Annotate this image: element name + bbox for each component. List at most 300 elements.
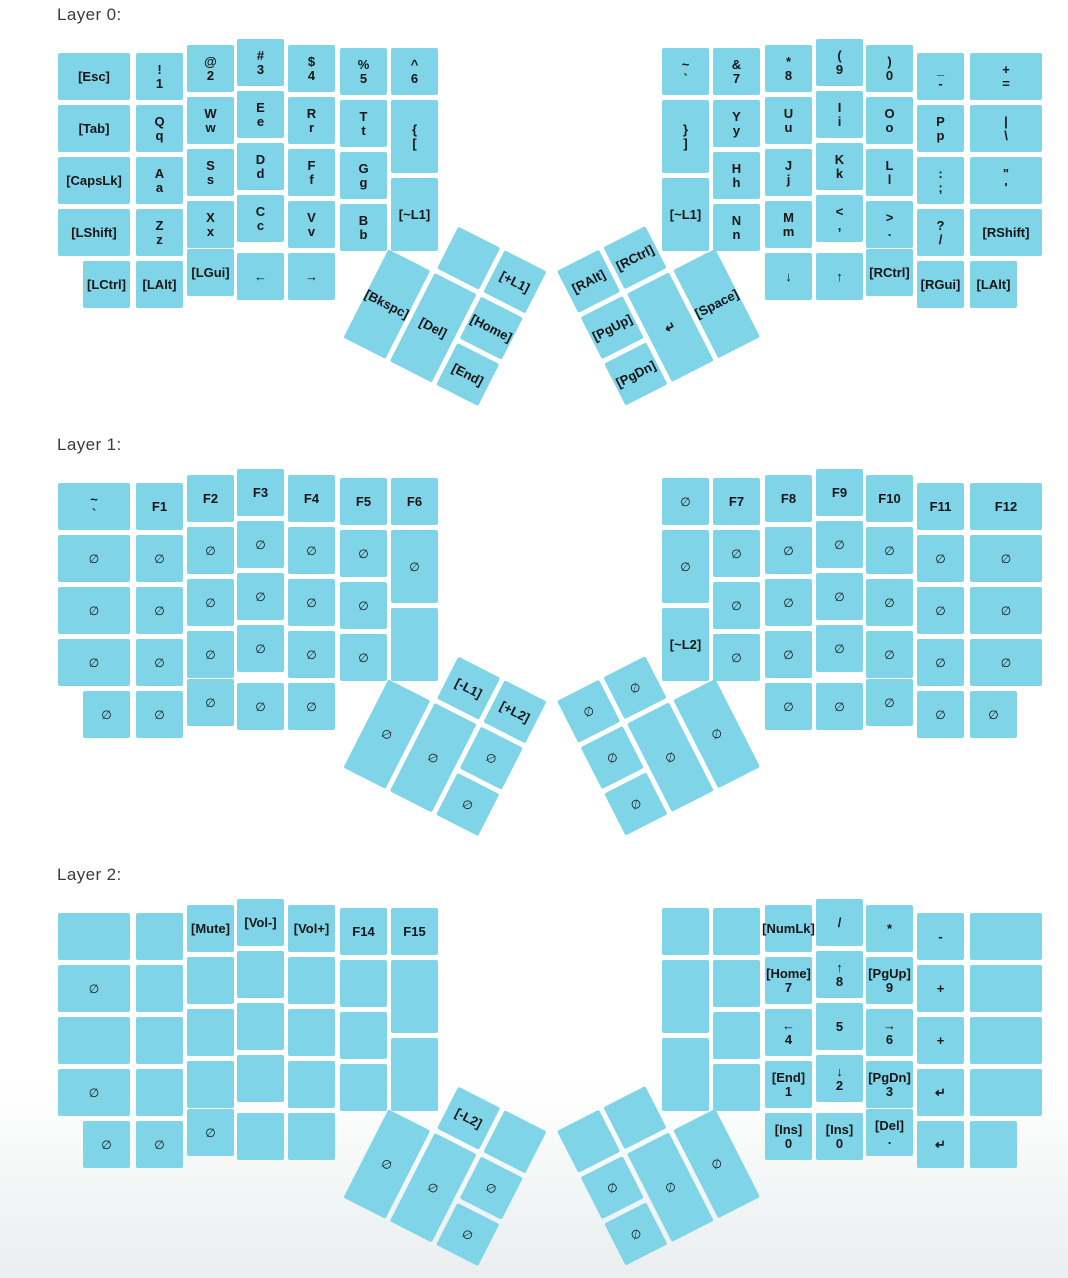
key-label: 4 [784,1031,793,1047]
key[interactable] [288,1061,335,1108]
key-label: d [256,165,265,181]
key[interactable] [136,639,183,686]
key[interactable] [340,100,387,147]
key-label: A [154,165,165,181]
key[interactable] [187,679,234,726]
key-label: ∅ [627,679,643,697]
key-label: O [884,105,895,121]
key-label: / [938,231,943,247]
key[interactable] [288,683,335,730]
key-label: [Home] [468,310,515,345]
key[interactable] [816,1055,863,1102]
key-label: 6 [885,1031,894,1047]
key[interactable] [970,1121,1017,1168]
key-label: ∅ [459,1225,476,1244]
key-label: # [256,47,265,63]
key-label: _ [936,61,945,77]
key[interactable] [816,1003,863,1050]
key-label: P [936,113,945,129]
key[interactable] [288,631,335,678]
key[interactable] [970,691,1017,738]
key[interactable] [866,1009,913,1056]
key[interactable] [662,530,709,603]
key[interactable] [58,535,130,582]
key[interactable] [136,535,183,582]
key-label: ∅ [154,551,165,566]
key-label: ∅ [662,1178,679,1196]
layer-title: Layer 1: [57,435,122,454]
key[interactable] [136,157,183,204]
key-label: - [938,75,943,91]
key-label: ∅ [834,641,845,656]
key[interactable] [58,639,130,686]
key-label: ; [938,179,943,195]
key-label: ∅ [409,559,420,574]
key[interactable] [662,960,709,1033]
key-label: F6 [406,493,423,509]
key[interactable] [765,683,812,730]
key[interactable] [136,53,183,100]
key-label: , [837,217,842,233]
key[interactable] [288,201,335,248]
key[interactable] [58,587,130,634]
key-label: n [732,226,741,242]
key[interactable] [816,899,863,946]
key[interactable] [237,899,284,946]
key[interactable] [136,261,183,308]
key[interactable] [713,478,760,525]
key[interactable] [340,1012,387,1059]
key[interactable] [340,1064,387,1111]
key-label: [~L2] [669,636,702,652]
key[interactable] [136,965,183,1012]
key[interactable] [762,905,815,952]
key-label: e [256,113,265,129]
key[interactable] [970,261,1017,308]
key[interactable] [866,631,913,678]
key-label: ∅ [306,699,317,714]
key-label: ∅ [834,537,845,552]
key[interactable] [866,97,913,144]
key[interactable] [866,957,913,1004]
key[interactable] [136,1069,183,1116]
key[interactable] [83,261,130,308]
key[interactable] [391,960,438,1033]
key[interactable] [136,1121,183,1168]
key[interactable] [187,905,234,952]
key-label: C [255,203,266,219]
key-label: ∅ [627,795,644,813]
key-label: c [256,217,265,233]
key-label: 1 [155,75,164,91]
key[interactable] [237,469,284,516]
key[interactable] [816,39,863,86]
key-label: [Del] [417,314,450,341]
key[interactable] [391,908,438,955]
key-label: ∅ [154,707,165,722]
key-label: + [936,980,945,996]
key[interactable] [340,634,387,681]
key[interactable] [136,483,183,530]
key[interactable] [58,1069,130,1116]
key-label: u [784,119,793,135]
key[interactable] [58,965,130,1012]
key[interactable] [187,579,234,626]
key[interactable] [237,625,284,672]
key[interactable] [866,905,913,952]
key[interactable] [765,475,812,522]
key[interactable] [917,1017,964,1064]
key[interactable] [288,1113,335,1160]
key[interactable] [917,913,964,960]
key[interactable] [136,1017,183,1064]
key[interactable] [58,483,130,530]
key[interactable] [83,1121,130,1168]
key[interactable] [662,908,709,955]
layer-0-section [0,0,1068,430]
key-label: ∅ [379,1155,395,1173]
key-label: ↵ [935,1136,946,1152]
key[interactable] [970,105,1042,152]
key[interactable] [866,201,913,248]
key[interactable] [970,587,1042,634]
key-label: ∅ [483,1179,500,1197]
key[interactable] [340,478,387,525]
key[interactable] [765,1113,812,1160]
key[interactable] [713,582,760,629]
key-label: ∅ [935,551,946,566]
key[interactable] [136,691,183,738]
key[interactable] [187,97,234,144]
key[interactable] [237,39,284,86]
key[interactable] [187,527,234,574]
key-label: → [305,268,318,284]
key[interactable] [713,530,760,577]
key[interactable] [866,45,913,92]
key-label: F [307,157,316,173]
key[interactable] [917,157,964,204]
key[interactable] [713,960,760,1007]
key-label: m [782,223,795,239]
key[interactable] [288,475,335,522]
key[interactable] [866,1061,913,1108]
key-label: ∅ [731,598,742,613]
layer-1-section [0,430,1068,860]
key[interactable] [58,53,130,100]
key[interactable] [866,475,913,522]
key-label: ∅ [580,702,597,720]
key[interactable] [816,91,863,138]
key[interactable] [713,1012,760,1059]
key[interactable] [237,521,284,568]
key-label: + [1002,61,1010,77]
key-label: 1 [784,1083,793,1099]
key-label: F15 [403,923,426,939]
key-label: 2 [835,1077,844,1093]
key-label: ' [1004,179,1008,195]
key-label: ↵ [661,317,679,336]
key-label: ∅ [1000,655,1012,670]
key[interactable] [187,249,234,296]
key[interactable] [288,253,335,300]
key[interactable] [765,1009,812,1056]
key-label: ∅ [662,748,679,766]
key[interactable] [391,100,438,173]
key[interactable] [816,469,863,516]
key[interactable] [237,1113,284,1160]
key[interactable] [187,201,234,248]
key[interactable] [765,201,812,248]
key-label: B [358,212,369,228]
key[interactable] [187,1109,234,1156]
key-label: \ [1004,127,1008,143]
key[interactable] [237,253,284,300]
key-label: ∅ [935,603,946,618]
key[interactable] [340,960,387,1007]
key[interactable] [917,483,964,530]
key-label: ∅ [101,1137,112,1152]
key-label: ↑ [836,268,843,284]
key[interactable] [917,1121,964,1168]
key-label: ∅ [154,655,165,670]
key[interactable] [970,965,1042,1012]
key[interactable] [187,1061,234,1108]
key-label: [End] [771,1069,806,1085]
key[interactable] [58,913,130,960]
key[interactable] [713,100,760,147]
key[interactable] [340,582,387,629]
key[interactable] [970,639,1042,686]
key-label: 3 [256,61,265,77]
key[interactable] [237,951,284,998]
key-label: z [156,231,163,247]
key[interactable] [713,634,760,681]
key[interactable] [866,1109,913,1156]
key[interactable] [340,204,387,251]
layer-title: Layer 0: [57,5,122,24]
key[interactable] [917,691,964,738]
key[interactable] [713,152,760,199]
key[interactable] [713,1064,760,1111]
key[interactable] [816,253,863,300]
key[interactable] [765,957,812,1004]
key-label: w [205,119,216,135]
key[interactable] [136,105,183,152]
key[interactable] [713,204,760,251]
key-label: [CapsLk] [66,172,122,188]
key[interactable] [917,965,964,1012]
key[interactable] [83,691,130,738]
key[interactable] [340,152,387,199]
key-label: L [885,157,894,173]
key-label: ~ [681,56,690,72]
key-label: ` [91,505,97,521]
key[interactable] [816,143,863,190]
key-label: T [359,108,368,124]
key[interactable] [970,483,1042,530]
key[interactable] [970,1017,1042,1064]
layer-2-section [0,860,1068,1278]
key[interactable] [136,209,183,256]
key[interactable] [816,521,863,568]
key-label: | [1004,113,1008,129]
key[interactable] [662,100,709,173]
key[interactable] [58,157,130,204]
key-label: ∅ [255,537,266,552]
key[interactable] [288,527,335,574]
key-label: ∅ [731,650,742,665]
key[interactable] [816,625,863,672]
key-label: s [206,171,215,187]
key-label: ∅ [483,749,500,767]
key[interactable] [970,209,1042,256]
key[interactable] [391,48,438,95]
key[interactable] [970,535,1042,582]
key[interactable] [288,45,335,92]
key[interactable] [288,149,335,196]
key[interactable] [816,195,863,242]
key[interactable] [765,631,812,678]
key-label: [Home] [766,965,811,981]
key-label: ∅ [101,707,112,722]
key[interactable] [816,683,863,730]
key[interactable] [917,639,964,686]
key[interactable] [970,1069,1042,1116]
key-label: ∅ [783,595,794,610]
key[interactable] [187,957,234,1004]
key-label: M [783,209,794,225]
key-label: [NumLk] [762,920,815,936]
key[interactable] [917,105,964,152]
key[interactable] [917,535,964,582]
key[interactable] [662,478,709,525]
key[interactable] [662,48,709,95]
key-label: ← [782,1017,795,1033]
key[interactable] [237,143,284,190]
key[interactable] [340,530,387,577]
key-label: F11 [929,498,952,514]
key-label: 4 [307,67,316,83]
key[interactable] [288,1009,335,1056]
key[interactable] [765,45,812,92]
key-label: = [1002,75,1010,91]
layer-title: Layer 2: [57,865,122,884]
key[interactable] [765,579,812,626]
key[interactable] [288,97,335,144]
key-label: i [837,113,842,129]
key-label: ∅ [1000,551,1012,566]
key[interactable] [187,149,234,196]
key-label: t [361,122,366,138]
key[interactable] [866,579,913,626]
key-label: [Esc] [78,68,110,84]
key[interactable] [288,957,335,1004]
key[interactable] [713,908,760,955]
key-label: 5 [835,1018,844,1034]
key[interactable] [340,48,387,95]
key-label: ∅ [205,543,216,558]
key[interactable] [288,579,335,626]
key-label: [LAlt] [142,276,177,292]
key[interactable] [187,45,234,92]
key[interactable] [237,195,284,242]
key-label: ↓ [836,1063,843,1079]
key-label: Z [155,217,164,233]
key[interactable] [187,631,234,678]
key[interactable] [970,53,1042,100]
key[interactable] [237,573,284,620]
key-label: ∅ [88,981,100,996]
key[interactable] [866,149,913,196]
key-label: ` [683,70,688,86]
key-label: [Vol-] [244,914,277,930]
key[interactable] [765,97,812,144]
key[interactable] [866,679,913,726]
key[interactable] [58,209,130,256]
key[interactable] [917,587,964,634]
key[interactable] [340,908,387,955]
key[interactable] [765,527,812,574]
key-label: [Vol+] [293,920,330,936]
key[interactable] [237,683,284,730]
key-label: I [837,99,842,115]
key-label: [RShift] [982,224,1030,240]
key[interactable] [391,530,438,603]
key[interactable] [765,253,812,300]
key[interactable] [187,475,234,522]
key[interactable] [866,249,913,296]
key[interactable] [816,951,863,998]
key[interactable] [765,1061,812,1108]
key[interactable] [187,1009,234,1056]
key[interactable] [391,478,438,525]
key[interactable] [136,913,183,960]
key-label: ∅ [731,546,742,561]
key-label: [RCtrl] [613,241,657,274]
key[interactable] [136,587,183,634]
key-label: N [731,212,742,228]
key-label: [RGui] [920,276,961,292]
key-label: ∅ [88,551,100,566]
key[interactable] [917,1069,964,1116]
key[interactable] [917,261,964,308]
key[interactable] [58,105,130,152]
key[interactable] [970,913,1042,960]
key[interactable] [765,149,812,196]
key[interactable] [237,1003,284,1050]
key[interactable] [713,48,760,95]
key[interactable] [816,1113,863,1160]
key[interactable] [970,157,1042,204]
key[interactable] [237,1055,284,1102]
key[interactable] [866,527,913,574]
key-label: F9 [831,484,848,500]
key-label: J [784,157,793,173]
key[interactable] [917,53,964,100]
key-label: 6 [410,70,419,86]
key-label: ! [157,61,162,77]
key[interactable] [58,1017,130,1064]
key-label: ( [837,47,842,63]
key-label: k [835,165,844,181]
key-label: V [307,209,316,225]
key[interactable] [816,573,863,620]
key-label: ∅ [1000,603,1012,618]
key-label: x [206,223,215,239]
key[interactable] [237,91,284,138]
key[interactable] [288,905,335,952]
key[interactable] [917,209,964,256]
